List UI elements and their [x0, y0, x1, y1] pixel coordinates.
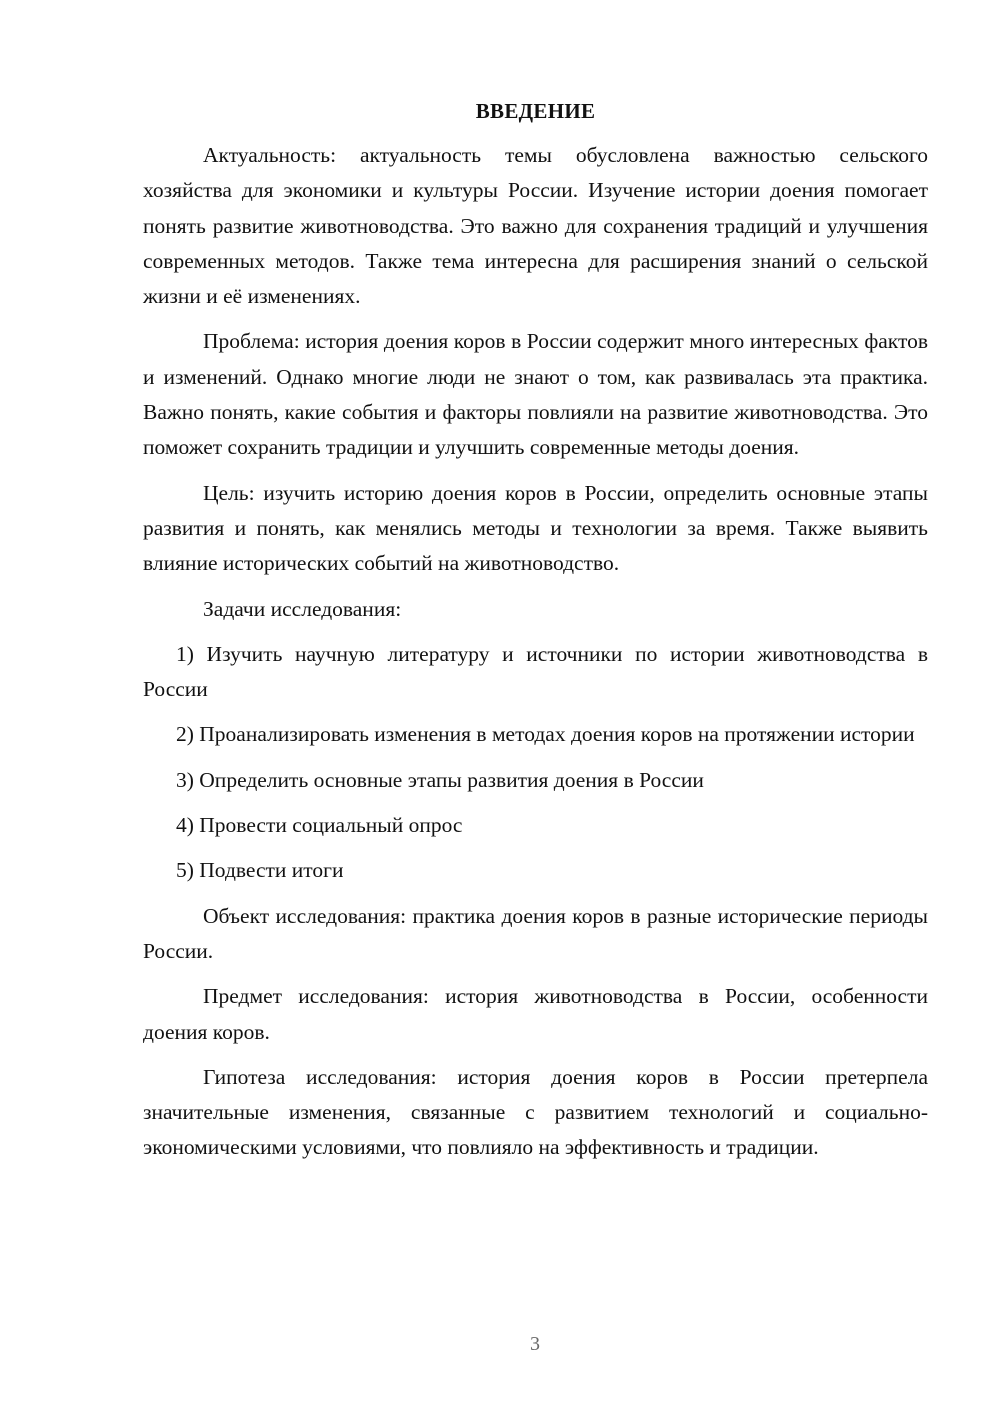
paragraph-relevance: Актуальность: актуальность темы обусловлена важностью сельского хозяйства для экономики и культуры России. Изучение истории доения помогает понять развитие животноводства. Это важно для сохранения традиций и улучшения современных методов. Также тема интересна для расширения знаний о сельской жизни и её изменениях. — [143, 143, 928, 309]
paragraph-problem: Проблема: история доения коров в России содержит много интересных фактов и изменений. Однако многие люди не знают о том, как развивалась эта практика. Важно понять, какие события и факторы повлияли на развитие животноводства. Это поможет сохранить традиции и улучшить современные методы доения. — [143, 329, 928, 460]
tasks-heading: Задачи исследования: — [203, 596, 402, 621]
list-item: 3) Определить основные этапы развития доения в России — [176, 767, 704, 792]
document-page — [143, 96, 928, 1176]
paragraph-object: Объект исследования: практика доения коров в разные исторические периоды России. — [143, 903, 928, 963]
list-item: 2) Проанализировать изменения в методах доения коров на протяжении истории — [176, 722, 915, 747]
paragraph-goal: Цель: изучить историю доения коров в России, определить основные этапы развития и понять, как менялись методы и технологии за время. Также выявить влияние исторических событий на животноводство. — [143, 480, 928, 576]
paragraph-subject: Предмет исследования: история животноводства в России, особенности доения коров. — [143, 984, 928, 1044]
tasks-list — [143, 637, 928, 889]
paragraph-hypothesis: Гипотеза исследования: история доения коров в России претерпела значительные изменения, связанные с развитием технологий и социально-экономическими условиями, что повлияло на эффективность и традиции. — [143, 1064, 928, 1160]
list-item: 4) Провести социальный опрос — [176, 813, 463, 838]
list-item: 1) Изучить научную литературу и источники по истории животноводства в России — [143, 641, 928, 702]
section-title: ВВЕДЕНИЕ — [475, 99, 596, 123]
list-item: 5) Подвести итоги — [176, 858, 344, 883]
page-number: 3 — [530, 1333, 540, 1355]
